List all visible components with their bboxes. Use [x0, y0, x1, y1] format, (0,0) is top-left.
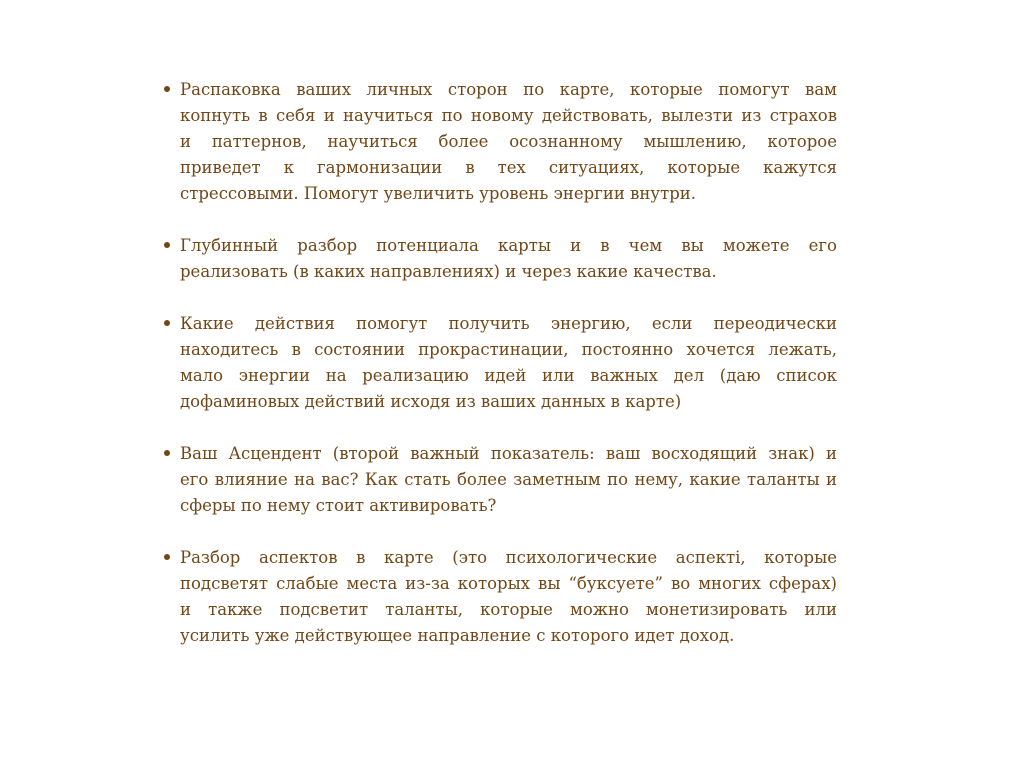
bullet-dot-icon [164, 554, 170, 560]
bullet-line: и также подсветит таланты, которые можно монетизировать или [180, 600, 837, 619]
bullet-line: реализовать (в каких направлениях) и через какие качества. [180, 262, 717, 281]
bullet-line: копнуть в себя и научиться по новому действовать, вылезти из страхов [180, 106, 837, 125]
bullet-line: подсветят слабые места из-за которых вы “буксуете” во многих сферах) [180, 574, 837, 593]
bullet-line: приведет к гармонизации в тех ситуациях, которые кажутся [180, 158, 837, 177]
bullet-line: находитесь в состоянии прокрастинации, постоянно хочется лежать, [180, 340, 837, 359]
bullet-dot-icon [164, 450, 170, 456]
bullet-dot-icon [164, 242, 170, 248]
bullet-line: стрессовыми. Помогут увеличить уровень энергии внутри. [180, 184, 697, 203]
bullet-dot-icon [164, 320, 170, 326]
bullet-line: Глубинный разбор потенциала карты и в чем вы можете его [180, 236, 837, 255]
bullet-line: дофаминовых действий исходя из ваших данных в карте) [180, 392, 682, 411]
bullet-line: мало энергии на реализацию идей или важных дел (даю список [180, 366, 837, 385]
bullet-item-ascendant [180, 441, 837, 519]
bullet-line: Распаковка ваших личных сторон по карте, которые помогут вам [180, 80, 837, 99]
bullet-item-aspects [180, 545, 837, 649]
bullet-line: Разбор аспектов в карте (это психологические аспекті, которые [180, 548, 837, 567]
bullet-dot-icon [164, 86, 170, 92]
bullet-line: Какие действия помогут получить энергию, если переодически [180, 314, 837, 333]
bullet-line: сферы по нему стоит активировать? [180, 496, 497, 515]
content-area [180, 77, 837, 675]
bullet-line: и паттернов, научиться более осознанному мышлению, которое [180, 132, 837, 151]
bullet-item-unpacking [180, 77, 837, 207]
bullet-item-potential [180, 233, 837, 285]
bullet-item-energy-actions [180, 311, 837, 415]
bullet-list [180, 77, 837, 649]
bullet-line: усилить уже действующее направление с которого идет доход. [180, 626, 735, 645]
bullet-line: Ваш Асцендент (второй важный показатель: ваш восходящий знак) и [180, 444, 837, 463]
bullet-line: его влияние на вас? Как стать более заметным по нему, какие таланты и [180, 470, 837, 489]
